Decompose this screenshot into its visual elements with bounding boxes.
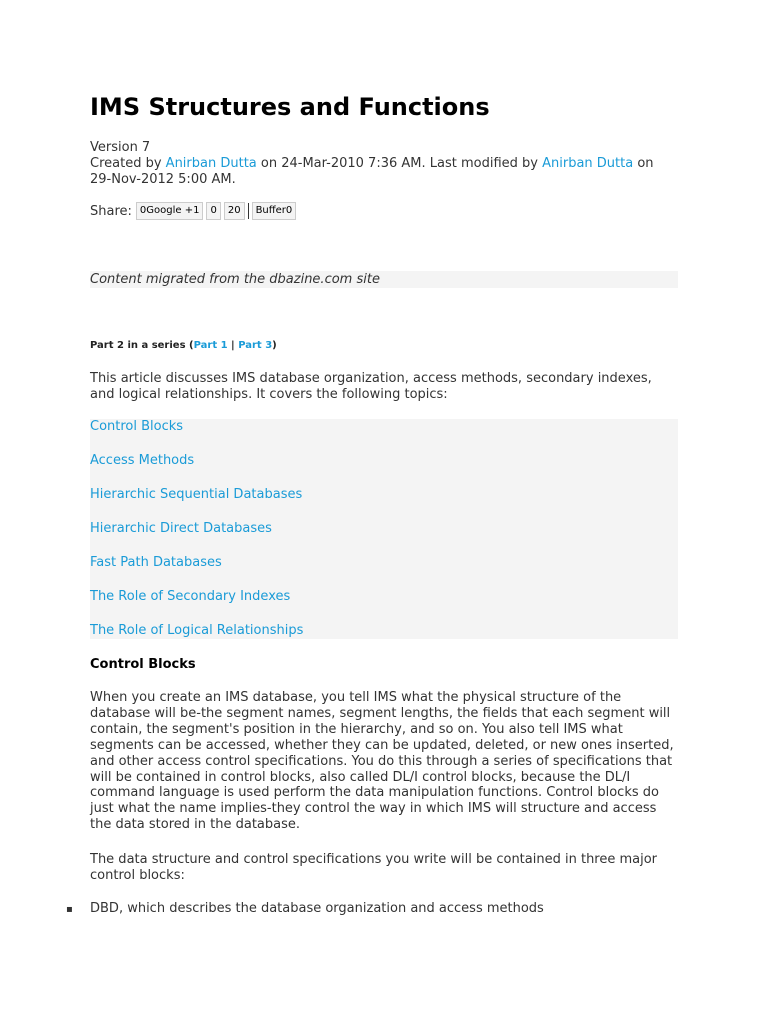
share-count-button-2[interactable]: 20 — [224, 202, 245, 220]
created-line — [90, 156, 678, 188]
intro-paragraph: This article discusses IMS database organization, access methods, secondary indexes, and logical relationships. It covers the following topics: — [90, 371, 652, 402]
author-link-creator[interactable]: Anirban Dutta — [165, 156, 257, 171]
buffer-button[interactable]: Buffer0 — [252, 202, 297, 220]
series-divider: | — [227, 340, 239, 351]
share-bar — [90, 201, 299, 221]
page-title: IMS Structures and Functions — [90, 93, 490, 121]
toc-link-text[interactable]: Fast Path Databases — [90, 555, 222, 570]
toc-link-logical-relationships[interactable] — [90, 623, 303, 639]
migration-note: Content migrated from the dbazine.com site — [90, 271, 678, 288]
body-paragraph-1: When you create an IMS database, you tell IMS what the physical structure of the database will be-the segment names, segment lengths, the fields that each segment will contain, the segment's position in the hierarchy, and so on. You also tell IMS what segments can be accessed, whether they can be updated, deleted, or new ones inserted, and other access control specifications. You do this through a series of specifications that will be contained in control blocks, also called DL/I control blocks, because the DL/I command language is used perform the data manipulation functions. Control blocks do just what the name implies-they control the way in which IMS will structure and access the data stored in the database. — [90, 690, 674, 833]
toc-link-text[interactable]: The Role of Secondary Indexes — [90, 589, 291, 604]
version-text: Version 7 — [90, 140, 151, 155]
toc-link-text[interactable]: Hierarchic Direct Databases — [90, 521, 272, 536]
series-suffix: ) — [272, 340, 277, 351]
section-heading: Control Blocks — [90, 657, 196, 672]
created-mid: on 24-Mar-2010 7:36 AM. Last modified by — [256, 156, 543, 171]
toc-link-secondary-indexes[interactable] — [90, 589, 290, 605]
toc-link-fast-path[interactable] — [90, 555, 222, 571]
share-label: Share: — [90, 203, 132, 219]
created-prefix: Created by — [90, 156, 166, 171]
series-line — [90, 339, 277, 353]
body-paragraph-2: The data structure and control specifications you write will be contained in three major control blocks: — [90, 852, 658, 883]
part-3-link[interactable]: Part 3 — [238, 340, 273, 351]
toc-link-hdam[interactable] — [90, 521, 272, 537]
toc-link-text[interactable]: Hierarchic Sequential Databases — [90, 487, 303, 502]
toc-link-control-blocks[interactable] — [90, 419, 183, 435]
series-prefix: Part 2 in a series ( — [90, 340, 194, 351]
article-meta — [90, 140, 678, 188]
list-item — [66, 901, 678, 918]
bullet-icon: ▪ — [66, 904, 73, 915]
share-count-button[interactable]: 0 — [206, 202, 220, 220]
google-plus-button[interactable]: 0Google +1 — [136, 202, 204, 220]
toc-link-access-methods[interactable] — [90, 453, 194, 469]
author-link-modifier[interactable]: Anirban Dutta — [542, 156, 634, 171]
topic-list — [90, 419, 678, 639]
part-1-link[interactable]: Part 1 — [193, 340, 228, 351]
toc-link-text[interactable]: Access Methods — [90, 453, 195, 468]
share-divider — [248, 203, 249, 219]
toc-link-hsam[interactable] — [90, 487, 302, 503]
toc-link-text[interactable]: The Role of Logical Relationships — [90, 623, 304, 638]
created-suffix: on 29-Nov-2012 5:00 AM. — [90, 156, 654, 187]
toc-link-text[interactable]: Control Blocks — [90, 419, 184, 434]
list-item-text: DBD, which describes the database organization and access methods — [90, 901, 544, 916]
